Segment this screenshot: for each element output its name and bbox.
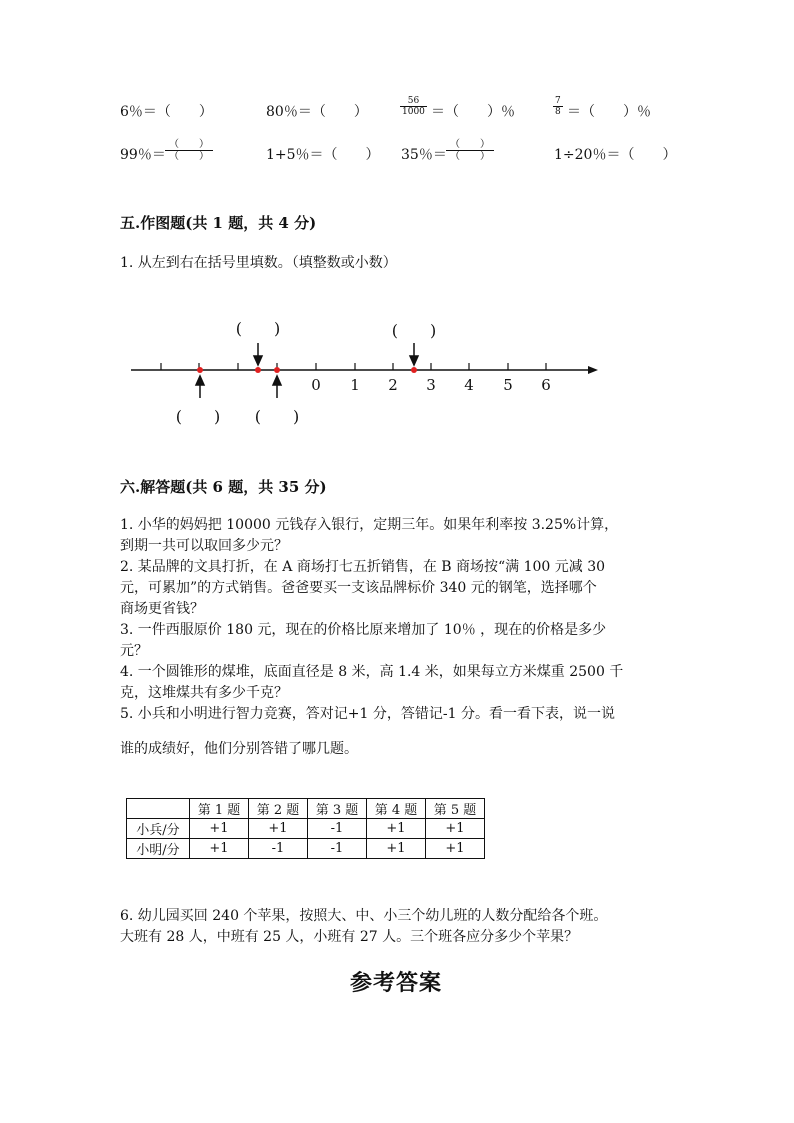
tick-label-3: 3 — [426, 376, 436, 394]
problem-line: 4. 一个圆锥形的煤堆，底面直径是 8 米，高 1.4 米，如果每立方米煤重 2500 千 — [120, 664, 624, 680]
problem-line: 3. 一件西服原价 180 元，现在的价格比原来增加了 10％ ，现在的价格是多少 — [120, 622, 607, 638]
table-row — [127, 819, 485, 839]
problem-line: 谁的成绩好，他们分别答错了哪几题。 — [120, 741, 358, 757]
blank-denominator: （ ） — [450, 151, 490, 162]
fraction-denominator: 8 — [555, 107, 561, 117]
table-row — [127, 839, 485, 859]
answer-key-title: 参考答案 — [350, 970, 443, 996]
table-cell: +1 — [367, 839, 426, 859]
number-line-point — [197, 367, 203, 373]
table-header-row — [127, 799, 485, 819]
exercise-7-8-percent-blank: ＝（ ）％ — [567, 104, 651, 120]
number-line — [0, 0, 794, 440]
table-cell: +1 — [426, 819, 485, 839]
problem-6-line: 大班有 28 人，中班有 25 人，小班有 27 人。三个班各应分多少个苹果？ — [120, 929, 579, 945]
problem-line: 克，这堆煤共有多少千克？ — [120, 685, 288, 701]
blank-above-1: ( ) — [235, 319, 281, 338]
table-header-cell — [127, 799, 190, 819]
up-arrow-icon-head — [273, 376, 281, 385]
problem-line: 元，可累加”的方式销售。爸爸要买一支该品牌标价 340 元的钢笔，选择哪个 — [120, 580, 597, 596]
problem-6-line: 6. 幼儿园买回 240 个苹果，按照大、中、小三个幼儿班的人数分配给各个班。 — [120, 908, 608, 924]
number-line-point — [274, 367, 280, 373]
tick-label-2: 2 — [388, 376, 398, 394]
table-header-cell: 第 2 题 — [249, 799, 308, 819]
blank-denominator: （ ） — [169, 151, 209, 162]
fraction-numerator: 56 — [400, 96, 427, 107]
section5-question-1: 1. 从左到右在括号里填数。（填整数或小数） — [120, 255, 397, 271]
table-cell: 小兵/分 — [127, 819, 190, 839]
table-cell: -1 — [308, 839, 367, 859]
table-cell: -1 — [308, 819, 367, 839]
blank-numerator: （ ） — [165, 139, 213, 151]
table-cell: +1 — [190, 839, 249, 859]
blank-above-2: ( ) — [391, 321, 437, 340]
table-cell: +1 — [249, 819, 308, 839]
blank-below-1: ( ) — [175, 407, 221, 426]
exercise-1-div-20-percent: 1÷20％＝（ ） — [554, 147, 677, 163]
number-line-arrowhead — [588, 366, 598, 374]
exercise-80-percent: 80％＝（ ） — [266, 104, 368, 120]
blank-numerator: （ ） — [446, 139, 494, 151]
table-cell: -1 — [249, 839, 308, 859]
table-header-cell: 第 4 题 — [367, 799, 426, 819]
section6-heading: 六.解答题(共 6 题，共 35 分) — [120, 478, 327, 496]
exercise-99-percent: 99％＝ — [120, 147, 166, 163]
up-arrow-icon-head — [196, 376, 204, 385]
problem-line: 商场更省钱？ — [120, 601, 204, 617]
tick-label-1: 1 — [350, 376, 360, 394]
problem-line: 2. 某品牌的文具打折，在 A 商场打七五折销售，在 B 商场按“满 100 元减 30 — [120, 559, 606, 575]
table-header-cell: 第 5 题 — [426, 799, 485, 819]
tick-label-0: 0 — [311, 376, 321, 394]
problem-line: 1. 小华的妈妈把 10000 元钱存入银行，定期三年。如果年利率按 3.25%计算， — [120, 517, 619, 533]
score-table — [126, 798, 485, 859]
table-cell: +1 — [367, 819, 426, 839]
exercise-35-percent: 35％＝ — [401, 147, 447, 163]
table-header-cell: 第 3 题 — [308, 799, 367, 819]
down-arrow-icon-head — [410, 356, 418, 365]
table-header-cell: 第 1 题 — [190, 799, 249, 819]
tick-label-6: 6 — [541, 376, 551, 394]
tick-label-4: 4 — [464, 376, 474, 394]
fraction-denominator: 1000 — [402, 107, 425, 117]
exercise-1-plus-5-percent: 1+5％＝（ ） — [266, 147, 380, 163]
exercise-6-percent: 6％＝（ ） — [120, 104, 213, 120]
exercise-fraction-percent-blank: ＝（ ）％ — [431, 104, 515, 120]
problem-line: 元？ — [120, 643, 148, 659]
table-cell: 小明/分 — [127, 839, 190, 859]
down-arrow-icon-head — [254, 356, 262, 365]
table-cell: +1 — [426, 839, 485, 859]
blank-below-2: ( ) — [254, 407, 300, 426]
number-line-point — [255, 367, 261, 373]
section5-heading: 五.作图题(共 1 题，共 4 分) — [120, 214, 317, 232]
problem-line: 5. 小兵和小明进行智力竞赛，答对记+1 分，答错记-1 分。看一看下表，说一说 — [120, 706, 615, 722]
table-cell: +1 — [190, 819, 249, 839]
fraction-numerator: 7 — [555, 96, 561, 106]
number-line-point — [411, 367, 417, 373]
tick-label-5: 5 — [503, 376, 513, 394]
problem-line: 到期一共可以取回多少元？ — [120, 538, 288, 554]
